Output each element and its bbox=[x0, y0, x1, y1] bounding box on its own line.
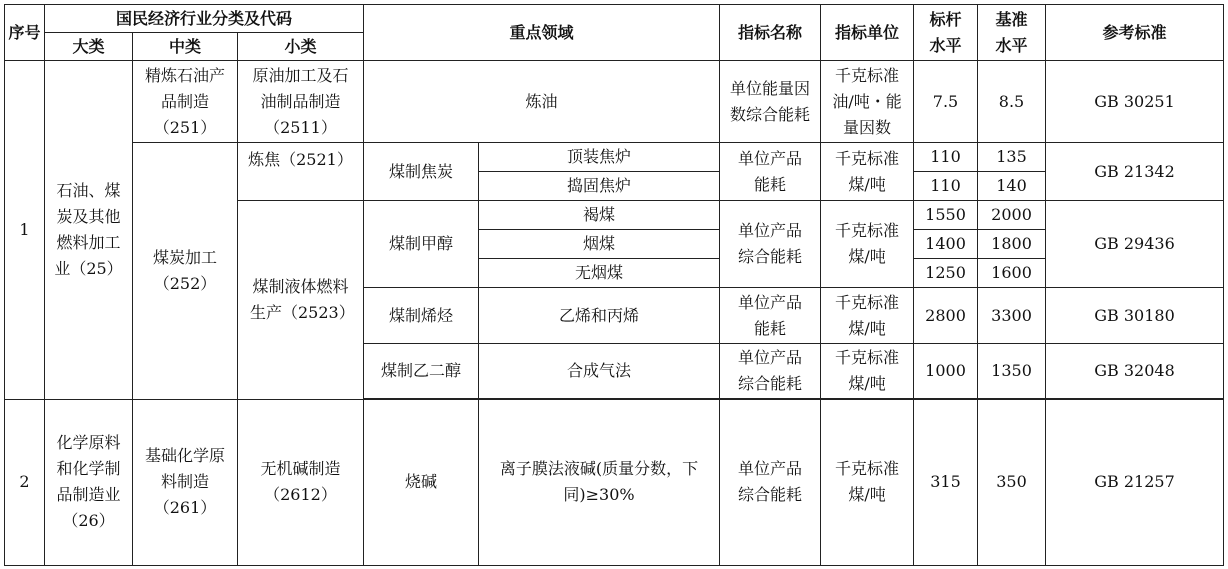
sub-area-cell: 褐煤 bbox=[479, 201, 720, 230]
indicator-name-cell: 单位产品综合能耗 bbox=[720, 201, 821, 288]
benchmark-cell: 7.5 bbox=[914, 61, 978, 143]
header-indicator: 指标名称 bbox=[720, 5, 821, 61]
seq-cell: 2 bbox=[5, 399, 45, 565]
focus-area-cell: 煤制烯烃 bbox=[364, 288, 479, 343]
benchmark-cell: 315 bbox=[914, 399, 978, 565]
reference-standard-cell: GB 21342 bbox=[1046, 143, 1224, 201]
reference-standard-cell: GB 30180 bbox=[1046, 288, 1224, 343]
baseline-cell: 3300 bbox=[978, 288, 1046, 343]
indicator-name-cell: 单位产品能耗 bbox=[720, 288, 821, 343]
benchmark-cell: 1250 bbox=[914, 259, 978, 288]
indicator-unit-cell: 千克标准煤/吨 bbox=[821, 399, 914, 565]
medium-category-cell: 基础化学原料制造（261） bbox=[133, 399, 238, 565]
medium-category-cell: 煤炭加工（252） bbox=[133, 143, 238, 399]
minor-category-cell: 无机碱制造（2612） bbox=[238, 399, 364, 565]
header-reference: 参考标准 bbox=[1046, 5, 1224, 61]
header-focus: 重点领域 bbox=[364, 5, 720, 61]
header-unit: 指标单位 bbox=[821, 5, 914, 61]
indicator-name-cell: 单位产品能耗 bbox=[720, 143, 821, 201]
header-seq bbox=[5, 5, 45, 61]
indicator-name-cell: 单位产品综合能耗 bbox=[720, 343, 821, 398]
benchmark-cell: 110 bbox=[914, 143, 978, 172]
sub-area-cell: 捣固焦炉 bbox=[479, 172, 720, 201]
table-row bbox=[5, 61, 1224, 143]
baseline-cell: 1800 bbox=[978, 230, 1046, 259]
major-category-cell: 石油、煤炭及其他燃料加工业（25） bbox=[45, 61, 133, 400]
table-row bbox=[5, 399, 1224, 565]
reference-standard-cell: GB 32048 bbox=[1046, 343, 1224, 398]
major-category-cell: 化学原料和化学制品制造业（26） bbox=[45, 399, 133, 565]
reference-standard-cell: GB 30251 bbox=[1046, 61, 1224, 143]
minor-category-cell: 原油加工及石油制品制造（2511） bbox=[238, 61, 364, 143]
header-medium: 中类 bbox=[133, 33, 238, 61]
baseline-cell: 1350 bbox=[978, 343, 1046, 398]
header-major: 大类 bbox=[45, 33, 133, 61]
focus-area-cell: 煤制焦炭 bbox=[364, 143, 479, 201]
sub-area-cell: 合成气法 bbox=[479, 343, 720, 398]
baseline-cell: 8.5 bbox=[978, 61, 1046, 143]
sub-area-cell: 顶装焦炉 bbox=[479, 143, 720, 172]
reference-standard-cell: GB 29436 bbox=[1046, 201, 1224, 288]
sub-area-cell: 烟煤 bbox=[479, 230, 720, 259]
baseline-cell: 2000 bbox=[978, 201, 1046, 230]
indicator-name-cell: 单位能量因数综合能耗 bbox=[720, 61, 821, 143]
benchmark-cell: 110 bbox=[914, 172, 978, 201]
indicator-unit-cell: 千克标准煤/吨 bbox=[821, 288, 914, 343]
header-baseline: 基准水平 bbox=[978, 5, 1046, 61]
header-minor: 小类 bbox=[238, 33, 364, 61]
indicator-unit-cell: 千克标准煤/吨 bbox=[821, 201, 914, 288]
seq-cell: 1 bbox=[5, 61, 45, 400]
benchmark-cell: 2800 bbox=[914, 288, 978, 343]
baseline-cell: 1600 bbox=[978, 259, 1046, 288]
baseline-cell: 350 bbox=[978, 399, 1046, 565]
focus-area-cell: 烧碱 bbox=[364, 399, 479, 565]
minor-category-cell: 炼焦（2521） bbox=[238, 143, 364, 201]
medium-category-cell: 精炼石油产品制造（251） bbox=[133, 61, 238, 143]
benchmark-table bbox=[4, 4, 1224, 566]
indicator-unit-cell: 千克标准煤/吨 bbox=[821, 143, 914, 201]
benchmark-cell: 1550 bbox=[914, 201, 978, 230]
focus-area-cell: 煤制甲醇 bbox=[364, 201, 479, 288]
table-row bbox=[5, 143, 1224, 172]
header-seq-text: 序号 bbox=[8, 22, 41, 42]
focus-area-cell: 煤制乙二醇 bbox=[364, 343, 479, 398]
focus-area-cell: 炼油 bbox=[364, 61, 720, 143]
reference-standard-cell: GB 21257 bbox=[1046, 399, 1224, 565]
baseline-cell: 140 bbox=[978, 172, 1046, 201]
sub-area-cell: 乙烯和丙烯 bbox=[479, 288, 720, 343]
indicator-name-cell: 单位产品综合能耗 bbox=[720, 399, 821, 565]
minor-category-cell: 煤制液体燃料生产（2523） bbox=[238, 201, 364, 399]
header-benchmark: 标杆水平 bbox=[914, 5, 978, 61]
indicator-unit-cell: 千克标准煤/吨 bbox=[821, 343, 914, 398]
indicator-unit-cell: 千克标准油/吨・能量因数 bbox=[821, 61, 914, 143]
header-industry-group: 国民经济行业分类及代码 bbox=[45, 5, 364, 33]
benchmark-cell: 1400 bbox=[914, 230, 978, 259]
sub-area-cell: 离子膜法液碱(质量分数，下同)≥30% bbox=[479, 399, 720, 565]
baseline-cell: 135 bbox=[978, 143, 1046, 172]
benchmark-cell: 1000 bbox=[914, 343, 978, 398]
sub-area-cell: 无烟煤 bbox=[479, 259, 720, 288]
